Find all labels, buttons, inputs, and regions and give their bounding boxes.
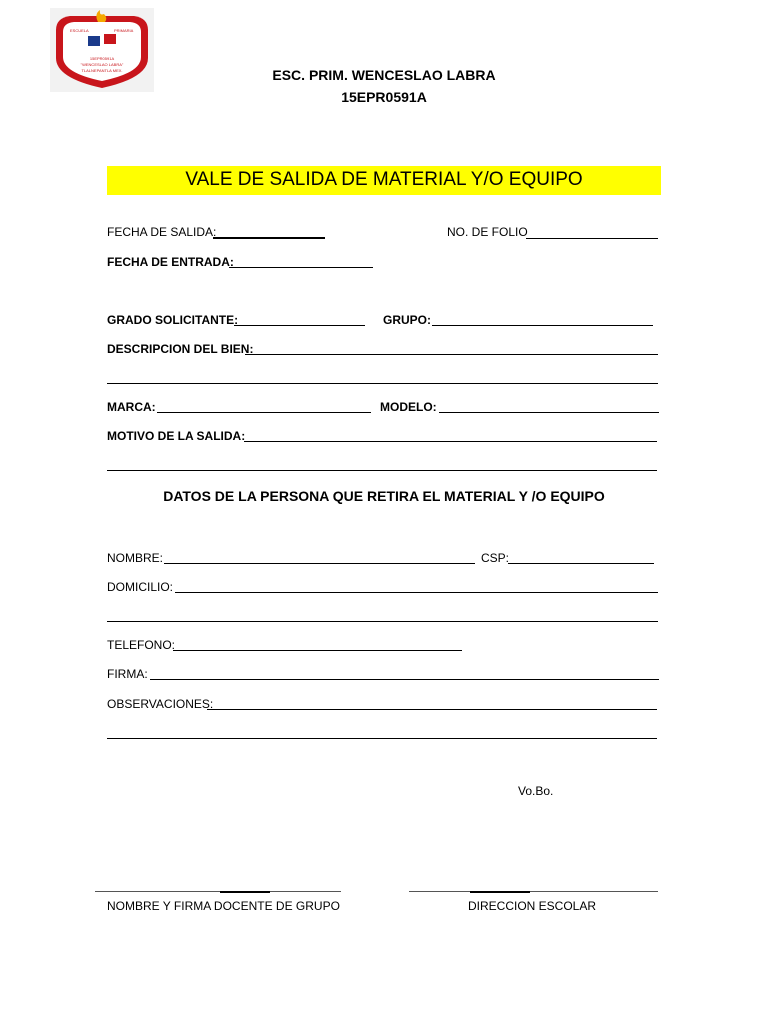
logo-text-primaria: PRIMARIA	[114, 28, 134, 33]
motivo-label: MOTIVO DE LA SALIDA:	[107, 429, 246, 443]
firma-line[interactable]	[150, 679, 659, 680]
document-title: VALE DE SALIDA DE MATERIAL Y/O EQUIPO	[185, 169, 583, 190]
marca-line[interactable]	[157, 412, 371, 413]
modelo-label: MODELO:	[380, 400, 437, 414]
motivo-line[interactable]	[244, 441, 657, 442]
vobo-label: Vo.Bo.	[518, 784, 554, 798]
observaciones-line[interactable]	[207, 709, 657, 710]
grupo-label: GRUPO:	[383, 313, 431, 327]
csp-line[interactable]	[508, 563, 654, 564]
school-name: ESC. PRIM. WENCESLAO LABRA	[272, 67, 496, 83]
direccion-signature-label: DIRECCION ESCOLAR	[468, 899, 597, 913]
nombre-line[interactable]	[164, 563, 475, 564]
grado-solicitante-line[interactable]	[234, 325, 365, 326]
logo-text-escuela: ESCUELA	[70, 28, 89, 33]
docente-signature-label: NOMBRE Y FIRMA DOCENTE DE GRUPO	[107, 899, 340, 913]
descripcion-line-2[interactable]	[107, 383, 658, 384]
descripcion-label: DESCRIPCION DEL BIEN:	[107, 342, 254, 356]
firma-label: FIRMA:	[107, 667, 148, 681]
marca-label: MARCA:	[107, 400, 156, 414]
fecha-entrada-label: FECHA DE ENTRADA:	[107, 255, 234, 269]
telefono-line[interactable]	[173, 650, 462, 651]
no-folio-line[interactable]	[526, 238, 658, 239]
grado-solicitante-label: GRADO SOLICITANTE:	[107, 313, 239, 327]
modelo-line[interactable]	[439, 412, 659, 413]
observaciones-line-2[interactable]	[107, 738, 657, 739]
docente-signature-line-accent	[220, 891, 270, 893]
domicilio-label: DOMICILIO:	[107, 580, 174, 594]
docente-signature-line[interactable]	[95, 891, 341, 892]
logo-text-code: 15EPR0591A	[89, 56, 115, 61]
fecha-salida-label: FECHA DE SALIDA:	[107, 225, 217, 239]
motivo-line-2[interactable]	[107, 470, 657, 471]
logo-text-city: TLALNEPANTLA MEX.	[81, 68, 123, 73]
nombre-label: NOMBRE:	[107, 551, 164, 565]
domicilio-line[interactable]	[175, 592, 658, 593]
observaciones-label: OBSERVACIONES:	[107, 697, 214, 711]
csp-label: CSP:	[481, 551, 510, 565]
no-folio-label: NO. DE FOLIO	[447, 225, 528, 239]
flag-icon	[104, 34, 116, 44]
fecha-entrada-line[interactable]	[229, 267, 373, 268]
grupo-line[interactable]	[432, 325, 653, 326]
book-icon	[88, 36, 100, 46]
direccion-signature-line[interactable]	[409, 891, 658, 892]
logo-text-name: "WENCESLAO LABRA"	[80, 62, 124, 67]
person-section-title: DATOS DE LA PERSONA QUE RETIRA EL MATERIAL Y /O EQUIPO	[163, 488, 605, 504]
fecha-salida-line[interactable]	[213, 237, 325, 239]
telefono-label: TELEFONO:	[107, 638, 176, 652]
descripcion-line[interactable]	[245, 354, 658, 355]
school-code: 15EPR0591A	[341, 89, 427, 105]
domicilio-line-2[interactable]	[107, 621, 658, 622]
direccion-signature-line-accent	[470, 891, 530, 893]
